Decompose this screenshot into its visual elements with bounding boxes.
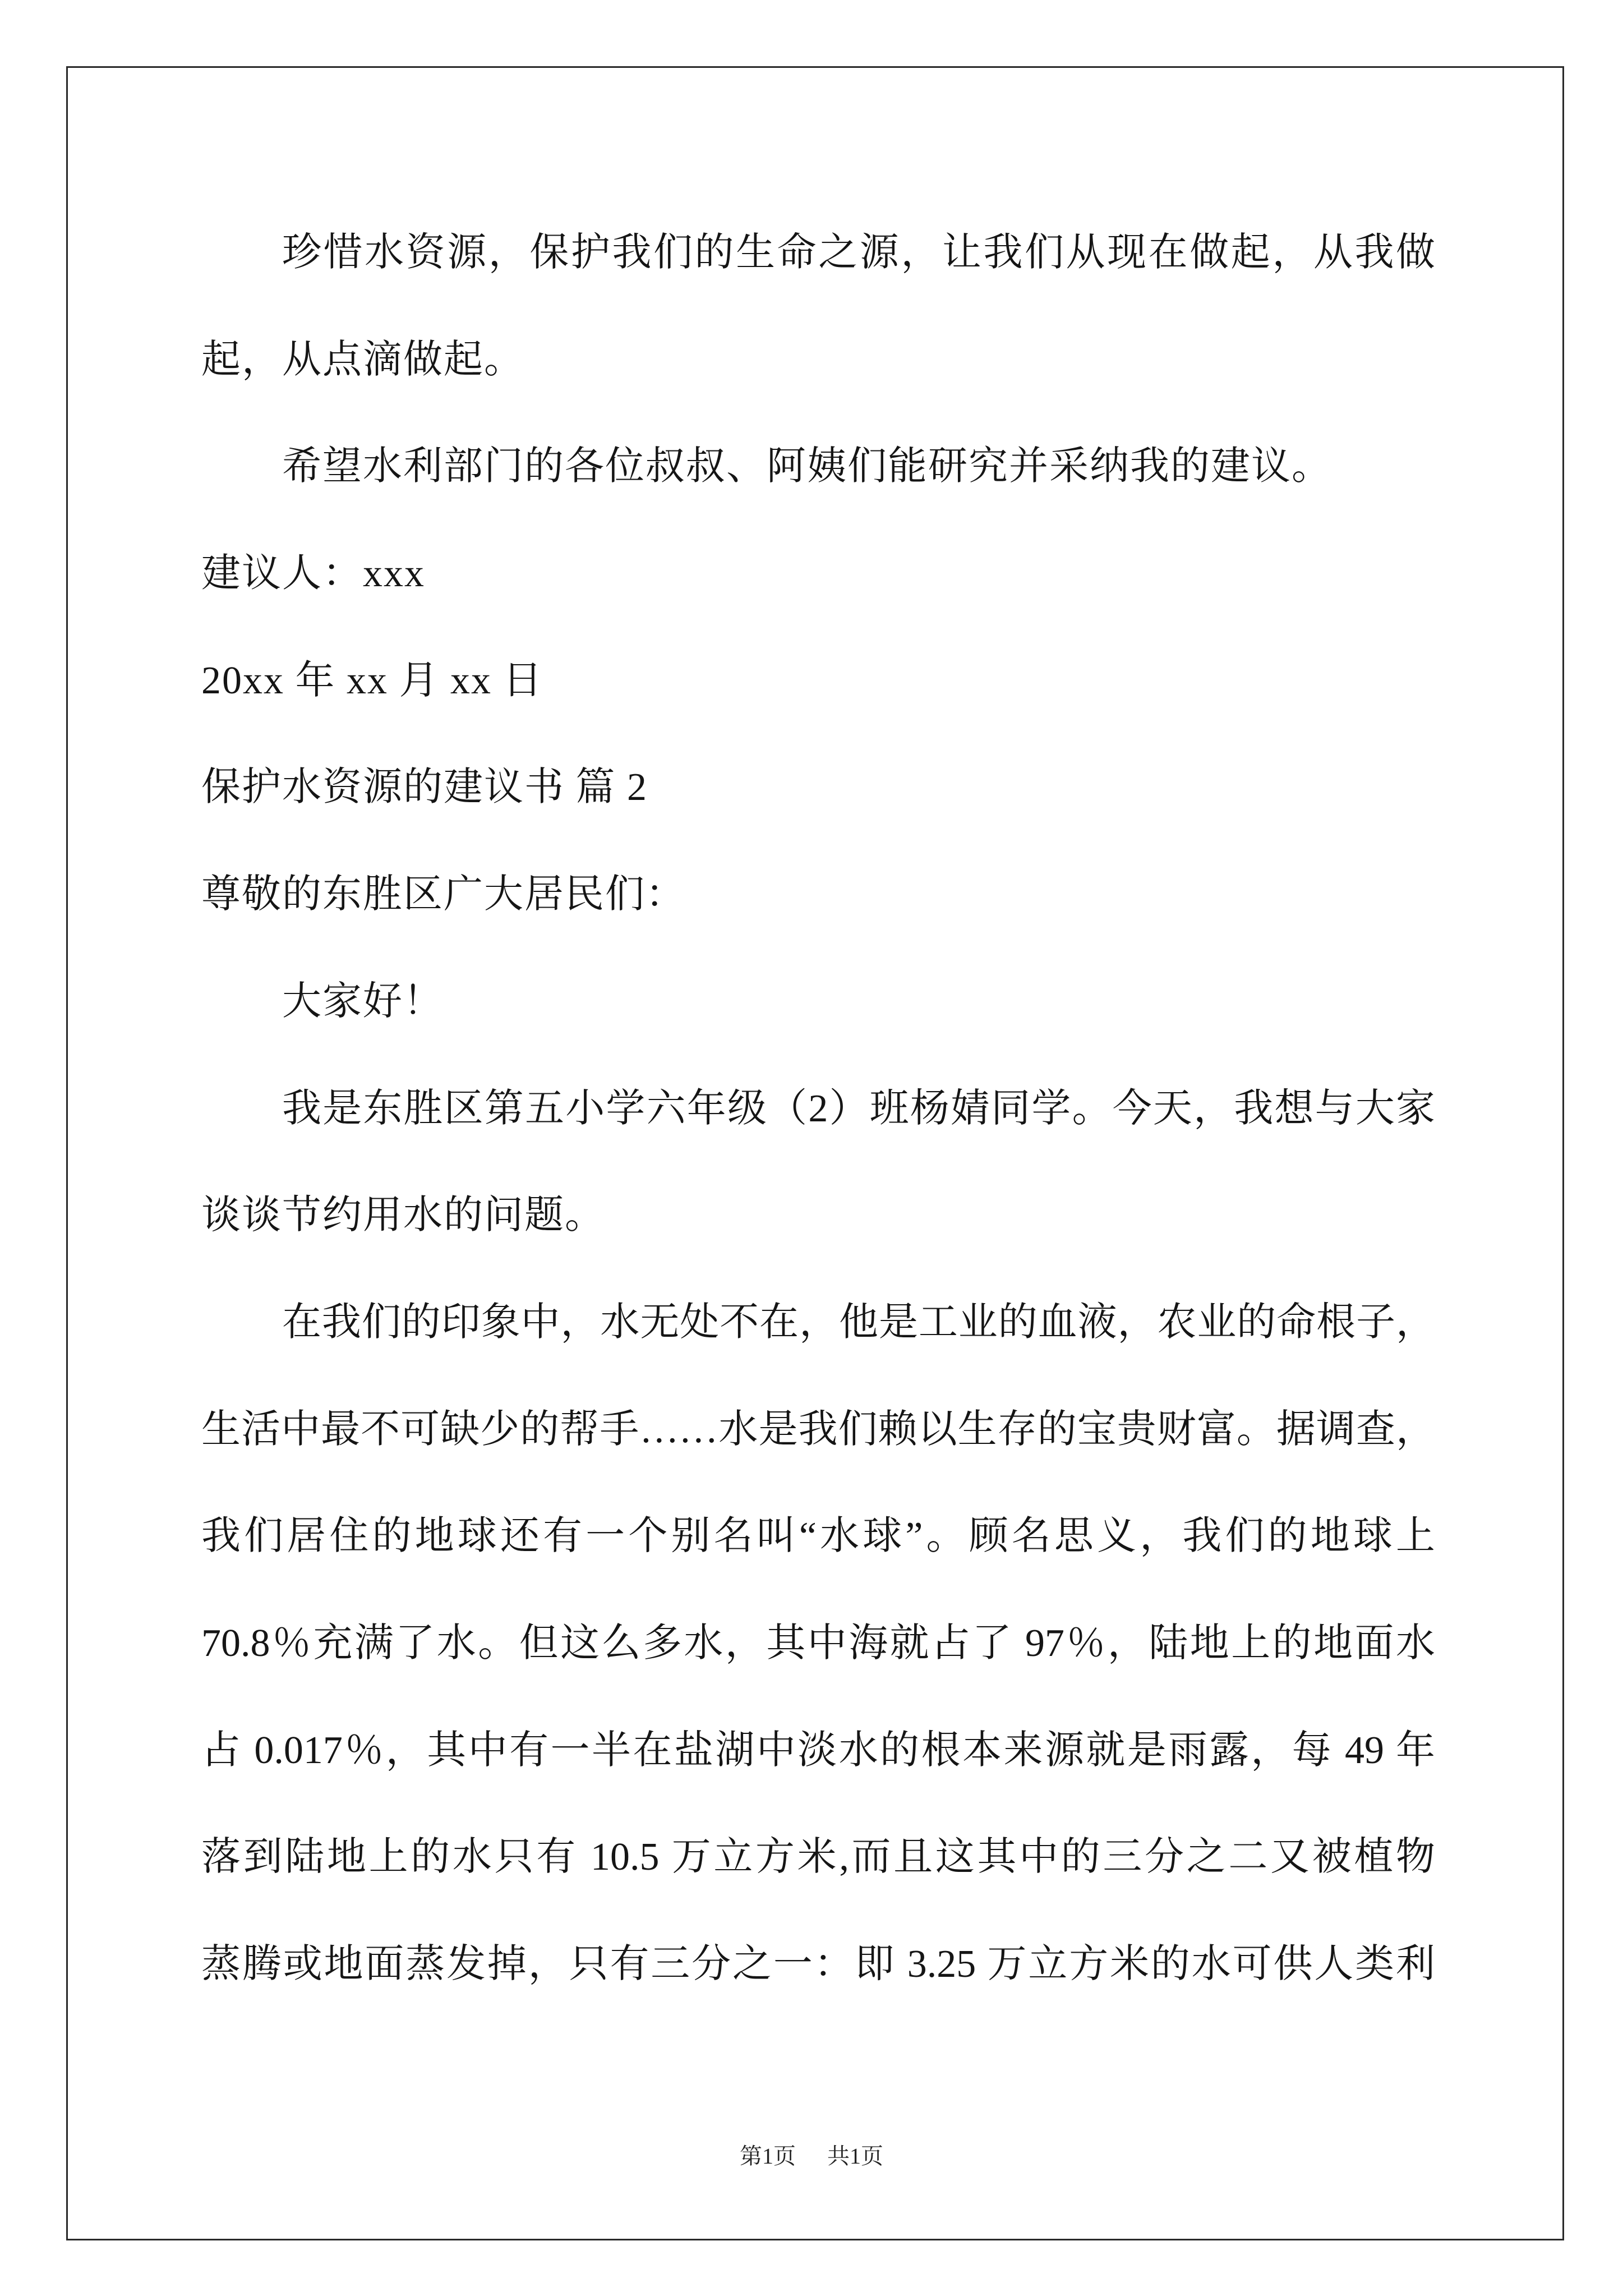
page-total: 共1页 [827, 2143, 883, 2169]
page-footer [0, 2140, 1623, 2173]
paragraph-line: 谈谈节约用水的问题。 [201, 1194, 605, 1237]
paragraph-line: 在我们的印象中，水无处不在，他是工业的血液，农业的命根子， [282, 1300, 1435, 1344]
paragraph-line: 生活中最不可缺少的帮手……水是我们赖以生存的宝贵财富。据调查， [201, 1407, 1435, 1451]
paragraph-line: 我是东胜区第五小学六年级（2）班杨婧同学。今天，我想与大家 [282, 1087, 1435, 1130]
document-body [201, 200, 1435, 2018]
signature: 建议人：xxx [201, 552, 425, 596]
paragraph-line: 占 0.017％，其中有一半在盐湖中淡水的根本来源就是雨露，每 49 年 [201, 1728, 1435, 1772]
request-paragraph: 希望水利部门的各位叔叔、阿姨们能研究并采纳我的建议。 [282, 445, 1332, 489]
paragraph-line: 珍惜水资源，保护我们的生命之源，让我们从现在做起，从我做 [282, 231, 1435, 274]
salutation: 尊敬的东胜区广大居民们： [201, 873, 686, 917]
section-title: 保护水资源的建议书 篇 2 [201, 766, 648, 809]
paragraph-line: 70.8％充满了水。但这么多水，其中海就占了 97％，陆地上的地面水 [201, 1621, 1435, 1665]
paragraph-line: 起，从点滴做起。 [201, 338, 524, 381]
greeting: 大家好！ [282, 979, 444, 1023]
page-number: 第1页 [740, 2143, 796, 2169]
paragraph-line: 落到陆地上的水只有 10.5 万立方米,而且这其中的三分之二又被植物 [201, 1835, 1435, 1879]
paragraph-line: 我们居住的地球还有一个别名叫“水球”。顾名思义，我们的地球上 [201, 1515, 1435, 1558]
paragraph-line: 蒸腾或地面蒸发掉，只有三分之一：即 3.25 万立方米的水可供人类利 [201, 1943, 1435, 1986]
letter-date: 20xx 年 xx 月 xx 日 [201, 659, 543, 702]
